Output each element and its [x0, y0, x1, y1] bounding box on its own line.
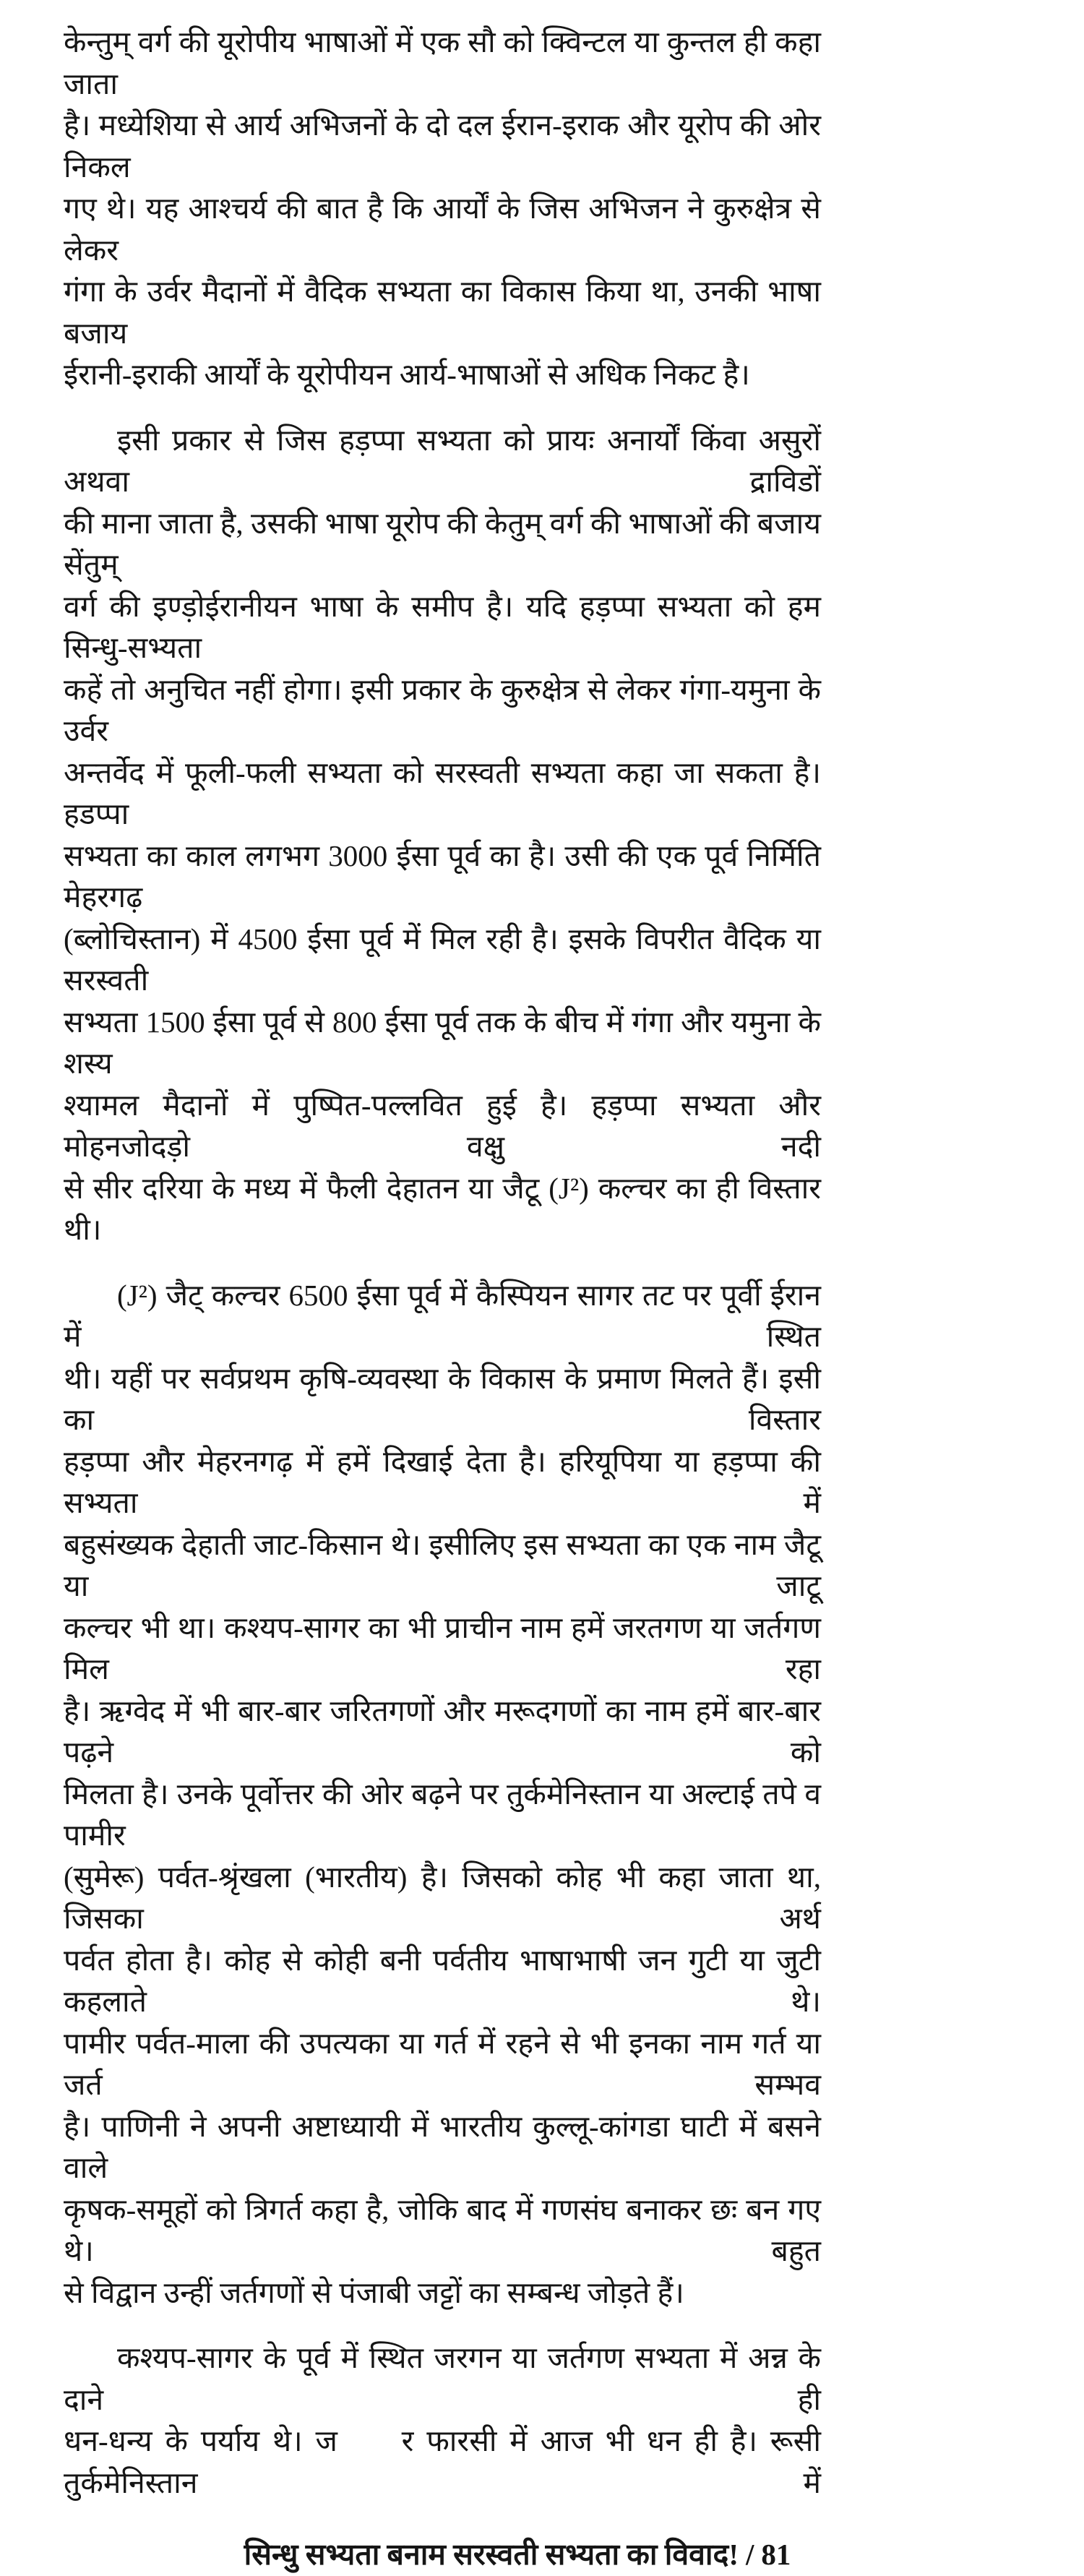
text-line: (ब्लोचिस्तान) में 4500 ईसा पूर्व में मिल रही है। इसके विपरीत वैदिक या सरस्वती — [64, 922, 821, 997]
footer-chapter-title: सिन्धु सभ्यता बनाम सरस्वती सभ्यता का विवाद! — [244, 2538, 739, 2571]
text-line: (सुमेरू) पर्वत-श्रृंखला (भारतीय) है। जिसको कोह भी कहा जाता था, जिसका अर्थ — [64, 1860, 821, 1935]
text-line: से विद्वान उन्हीं जर्तगणों से पंजाबी जट्टों का सम्बन्ध जोड़ते हैं। — [64, 2275, 684, 2309]
footer-running-title — [139, 2534, 896, 2576]
text-line: सभ्यता 1500 ईसा पूर्व से 800 ईसा पूर्व तक के बीच में गंगा और यमुना के शस्य — [64, 1005, 821, 1080]
text-line: गए थे। यह आश्चर्य की बात है कि आर्यों के जिस अभिजन ने कुरुक्षेत्र से लेकर — [64, 192, 821, 267]
paragraph-1 — [64, 22, 821, 396]
text-line: वर्ग की इण्ड़ोईरानीयन भाषा के समीप है। यदि हड़प्पा सभ्यता को हम सिन्धु-सभ्यता — [64, 589, 821, 664]
paragraph-3 — [64, 1275, 821, 2314]
text-line: थी। यहीं पर सर्वप्रथम कृषि-व्यवस्था के विकास के प्रमाण मिलते हैं। इसी का विस्तार — [64, 1361, 821, 1436]
text-line: सभ्यता का काल लगभग 3000 ईसा पूर्व का है। उसी की एक पूर्व निर्मिति मेहरगढ़ — [64, 838, 821, 914]
footer-page-number: 81 — [761, 2538, 791, 2571]
text-line: की माना जाता है, उसकी भाषा यूरोप की केतुम् वर्ग की भाषाओं की बजाय सेंतुम् — [64, 506, 821, 581]
text-line: है। ऋग्वेद में भी बार-बार जरितगणों और मरूदगणों का नाम हमें बार-बार पढ़ने को — [64, 1693, 821, 1769]
text-line: श्यामल मैदानों में पुष्पित-पल्लवित हुई है। हड़प्पा सभ्यता और मोहनजोदड़ो वक्षु नदी — [64, 1088, 821, 1163]
text-line: से सीर दरिया के मध्य में फैली देहातन या जैटू (J²) कल्चर का ही विस्तार थी। — [64, 1171, 821, 1246]
text-line: अन्तर्वेद में फूली-फली सभ्यता को सरस्वती सभ्यता कहा जा सकता है। हडप्पा — [64, 755, 821, 830]
text-line: कहें तो अनुचित नहीं होगा। इसी प्रकार के कुरुक्षेत्र से लेकर गंगा-यमुना के उर्वर — [64, 672, 821, 747]
text-line: बहुसंख्यक देहाती जाट-किसान थे। इसीलिए इस सभ्यता का एक नाम जैटू या जाटू — [64, 1527, 821, 1602]
text-line: केन्तुम् वर्ग की यूरोपीय भाषाओं में एक सौ को क्विन्टल या कुन्तल ही कहा जाता — [64, 25, 821, 100]
text-line: धन-धन्य के पर्याय थे। ज र फारसी में आज भी धन ही है। रूसी तुर्कमेनिस्तान में — [64, 2424, 821, 2499]
text-line: गंगा के उर्वर मैदानों में वैदिक सभ्यता का विकास किया था, उनकी भाषा बजाय — [64, 275, 821, 350]
paragraph-4 — [64, 2337, 821, 2504]
text-line: कृषक-समूहों को त्रिगर्त कहा है, जोकि बाद में गणसंघ बनाकर छः बन गए थे। बहुत — [64, 2192, 821, 2267]
text-line: है। मध्येशिया से आर्य अभिजनों के दो दल ईरान-इराक और यूरोप की ओर निकल — [64, 108, 821, 184]
text-line: (J²) जैट् कल्चर 6500 ईसा पूर्व में कैस्पियन सागर तट पर पूर्वी ईरान में स्थित — [64, 1278, 821, 1353]
text-line: है। पाणिनी ने अपनी अष्टाध्यायी में भारतीय कुल्लू-कांगडा घाटी में बसने वाले — [64, 2109, 821, 2184]
text-line: हड़प्पा और मेहरनगढ़ में हमें दिखाई देता है। हरियूपिया या हड़प्पा की सभ्यता में — [64, 1444, 821, 1519]
footer-separator: / — [745, 2538, 754, 2571]
text-line: ईरानी-इराकी आर्यों के यूरोपीयन आर्य-भाषाओं से अधिक निकट है। — [64, 358, 750, 391]
paragraph-2 — [64, 420, 821, 1251]
text-line: मिलता है। उनके पूर्वोत्तर की ओर बढ़ने पर तुर्कमेनिस्तान या अल्टाई तपे व पामीर — [64, 1777, 821, 1852]
text-line: पर्वत होता है। कोह से कोही बनी पर्वतीय भाषाभाषी जन गुटी या जुटी कहलाते थे। — [64, 1943, 821, 2018]
text-line: इसी प्रकार से जिस हड़प्पा सभ्यता को प्रायः अनार्यों किंवा असुरों अथवा द्राविडों — [64, 423, 821, 498]
text-line: कश्यप-सागर के पूर्व में स्थित जरगन या जर्तगण सभ्यता में अन्न के दाने ही — [64, 2341, 821, 2416]
body-text — [64, 22, 821, 2504]
text-line: पामीर पर्वत-माला की उपत्यका या गर्त में रहने से भी इनका नाम गर्त या जर्त सम्भव — [64, 2026, 821, 2101]
text-line: कल्चर भी था। कश्यप-सागर का भी प्राचीन नाम हमें जरतगण या जर्तगण मिल रहा — [64, 1610, 821, 1686]
